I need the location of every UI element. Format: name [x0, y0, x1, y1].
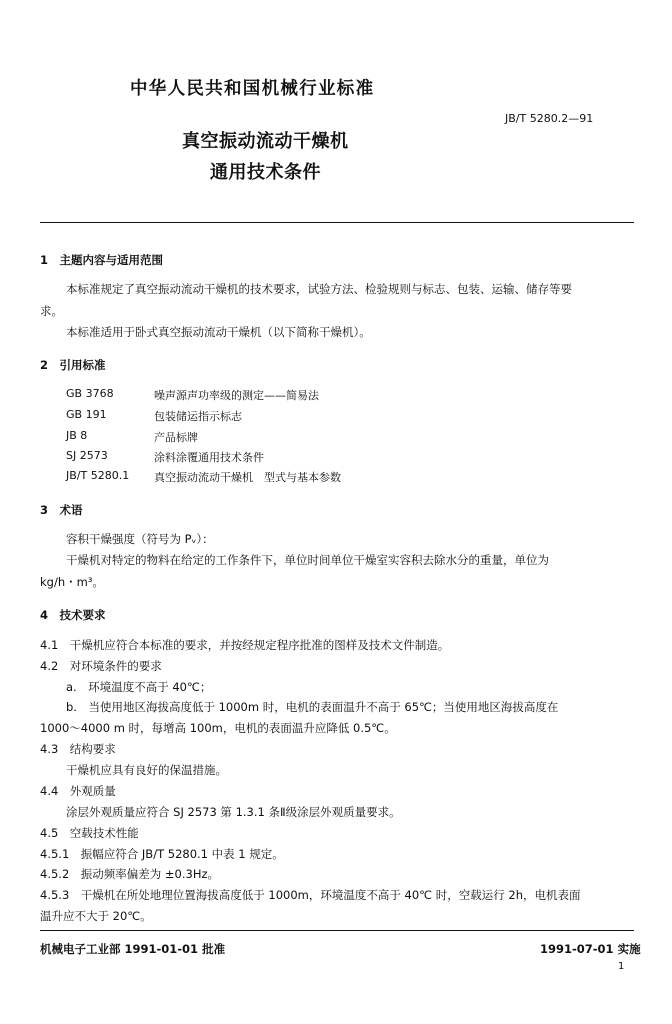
reference-title: 涂料涂覆通用技术条件	[154, 451, 264, 464]
section-4-heading: 4 技术要求	[40, 608, 106, 622]
effective-date: 1991-07-01 实施	[540, 942, 641, 956]
section-1-para-1-line-1: 本标准规定了真空振动流动干燥机的技术要求，试验方法、检验规则与标志、包装、运输、储存等要	[66, 282, 572, 296]
section-1-heading: 1 主题内容与适用范围	[40, 253, 164, 267]
clause-4-3-text: 干燥机应具有良好的保温措施。	[66, 763, 227, 777]
section-1-para-2: 本标准适用于卧式真空振动流动干燥机（以下简称干燥机）。	[66, 325, 371, 339]
reference-title: 真空振动流动干燥机 型式与基本参数	[154, 471, 341, 484]
reference-code: JB 8	[66, 429, 88, 442]
header-rule	[40, 222, 634, 223]
clause-4-5-heading: 4.5 空载技术性能	[40, 826, 139, 840]
clause-4-5-1: 4.5.1 振幅应符合 JB/T 5280.1 中表 1 规定。	[40, 847, 284, 861]
clause-4-5-3-line-1: 4.5.3 干燥机在所处地理位置海拔高度低于 1000m，环境温度不高于 40℃ 时，空载运行 2h，电机表面	[40, 888, 581, 902]
clause-4-2-item-b-line-1: b. 当使用地区海拔高度低于 1000m 时，电机的表面温升不高于 65℃；当使用地区海拔高度在	[66, 700, 559, 714]
clause-4-5-2: 4.5.2 振动频率偏差为 ±0.3Hz。	[40, 867, 220, 881]
reference-code: SJ 2573	[66, 449, 108, 462]
reference-title: 产品标牌	[154, 431, 198, 444]
footer-rule	[40, 930, 634, 931]
reference-code: GB 191	[66, 408, 107, 421]
reference-code: GB 3768	[66, 387, 114, 400]
page-number: 1	[618, 961, 625, 972]
section-3-heading: 3 术语	[40, 503, 83, 517]
standard-number: JB/T 5280.2—91	[505, 112, 594, 125]
term-name: 容积干燥强度（符号为 Pᵥ）：	[66, 532, 214, 546]
reference-title: 包装储运指示标志	[154, 410, 242, 423]
term-definition-line-2: kg/h・m³。	[40, 575, 104, 589]
document-title: 真空振动流动干燥机	[182, 131, 349, 152]
section-1-para-1-line-2: 求。	[40, 304, 63, 318]
section-2-heading: 2 引用标准	[40, 358, 106, 372]
clause-4-3-heading: 4.3 结构要求	[40, 742, 116, 756]
clause-4-2-item-a: a. 环境温度不高于 40℃；	[66, 680, 212, 694]
document-subtitle: 通用技术条件	[210, 162, 321, 183]
clause-4-4-text: 涂层外观质量应符合 SJ 2573 第 1.3.1 条Ⅱ级涂层外观质量要求。	[66, 805, 401, 819]
reference-code: JB/T 5280.1	[66, 469, 130, 482]
approval-note: 机械电子工业部 1991-01-01 批准	[40, 942, 226, 956]
term-definition-line-1: 干燥机对特定的物料在给定的工作条件下，单位时间单位干燥室实容积去除水分的重量，单位为	[66, 553, 549, 567]
clause-4-2-item-b-line-2: 1000～4000 m 时，每增高 100m，电机的表面温升应降低 0.5℃。	[40, 721, 396, 735]
clause-4-5-3-line-2: 温升应不大于 20℃。	[40, 909, 152, 923]
clause-4-1: 4.1 干燥机应符合本标准的要求，并按经规定程序批准的图样及技术文件制造。	[40, 638, 450, 652]
issuing-authority: 中华人民共和国机械行业标准	[130, 79, 375, 99]
clause-4-2-heading: 4.2 对环境条件的要求	[40, 659, 162, 673]
reference-title: 噪声源声功率级的测定——简易法	[154, 389, 319, 402]
clause-4-4-heading: 4.4 外观质量	[40, 784, 116, 798]
